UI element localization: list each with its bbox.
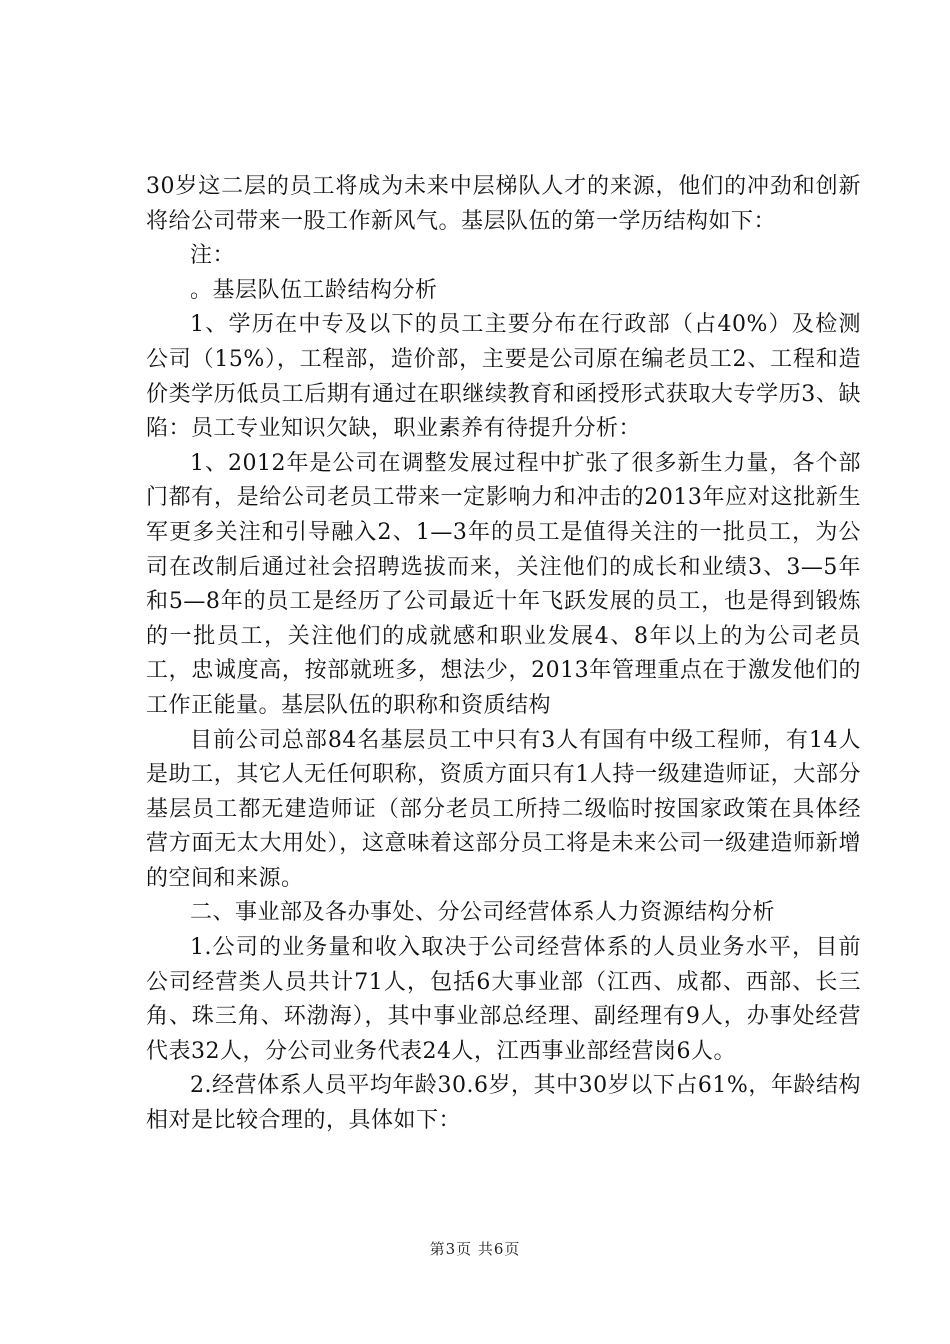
page-number-footer: 第3页 共6页 xyxy=(429,1240,521,1258)
paragraph: 1.公司的业务量和收入取决于公司经营体系的人员业务水平，目前公司经营类人员共计71人，包括6大事业部（江西、成都、西部、长三角、珠三角、环渤海），其中事业部总经理、副经理有9人，办事处经营代表32人，分公司业务代表24人，江西事业部经营岗6人。 xyxy=(146,935,861,1064)
paragraph: 2.经营体系人员平均年龄30.6岁，其中30岁以下占61%，年龄结构相对是比较合理的，具体如下： xyxy=(146,1073,861,1134)
paragraph: 目前公司总部84名基层员工中只有3人有国有中级工程师，有14人是助工，其它人无任何职称，资质方面只有1人持一级建造师证，大部分基层员工都无建造师证（部分老员工所持二级临时按国家政策在具体经营方面无太大用处），这意味着这部分员工将是未来公司一级建造师新增的空间和来源。 xyxy=(146,727,861,891)
paragraph: 。基层队伍工龄结构分析 xyxy=(190,277,438,303)
section-heading: 二、事业部及各办事处、分公司经营体系人力资源结构分析 xyxy=(190,900,776,926)
document-body xyxy=(146,170,861,1139)
paragraph: 1、学历在中专及以下的员工主要分布在行政部（占40%）及检测公司（15%），工程部，造价部，主要是公司原在编老员工2、工程和造价类学历低员工后期有通过在职继续教育和函授形式获取大专学历3、缺陷：员工专业知识欠缺，职业素养有待提升分析： xyxy=(146,312,861,442)
paragraph: 30岁这二层的员工将成为未来中层梯队人才的来源，他们的冲劲和创新将给公司带来一股工作新风气。基层队伍的第一学历结构如下： xyxy=(146,174,861,234)
paragraph: 1、2012年是公司在调整发展过程中扩张了很多新生力量，各个部门都有，是给公司老员工带来一定影响力和冲击的2013年应对这批新生军更多关注和引导融入2、1—3年的员工是值得关注的一批员工，为公司在改制后通过社会招聘选拔而来，关注他们的成长和业绩3、3—5年和5—8年的员工是经历了公司最近十年飞跃发展的员工，也是得到锻炼的一批员工，关注他们的成就感和职业发展4、8年以上的为公司老员工，忠诚度高，按部就班多，想法少，2013年管理重点在于激发他们的工作正能量。基层队伍的职称和资质结构 xyxy=(146,450,861,718)
paragraph: 注： xyxy=(190,243,236,269)
